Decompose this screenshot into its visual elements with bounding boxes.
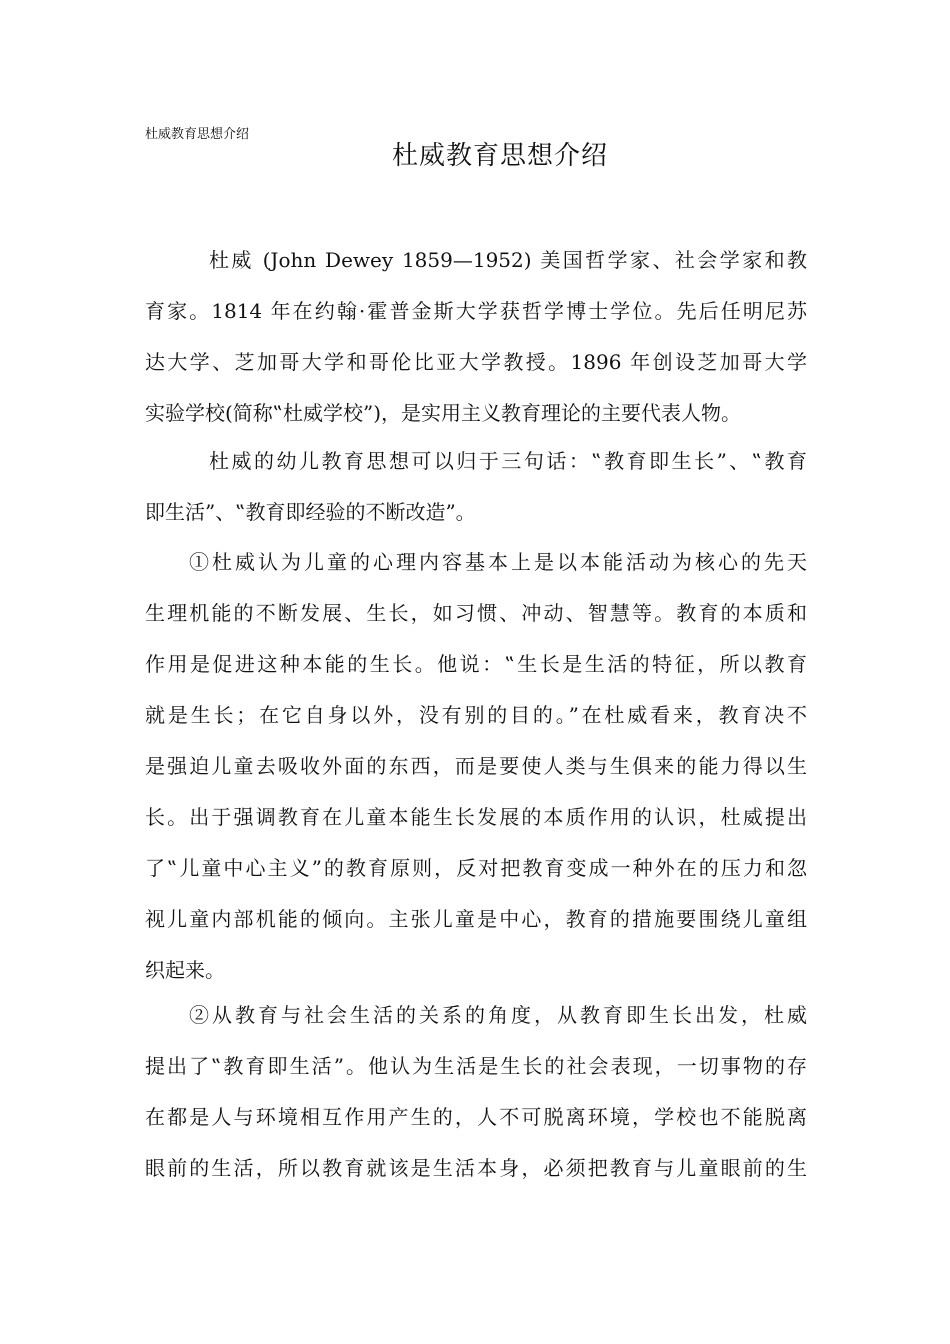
paragraph-line: 杜威的幼儿教育思想可以归于三句话：‟教育即生长”、‟教育 — [209, 449, 807, 473]
paragraph-line: 即生活”、‟教育即经验的不断改造”。 — [145, 500, 476, 524]
paragraph-line: 就是生长；在它自身以外，没有别的目的。”在杜威看来，教育决不 — [145, 703, 807, 727]
page-title: 杜威教育思想介绍 — [391, 141, 608, 171]
paragraph-line: ②从教育与社会生活的关系的角度，从教育即生长出发，杜威 — [189, 1003, 807, 1027]
paragraph-intro — [145, 240, 807, 444]
paragraph-line: ①杜威认为儿童的心理内容基本上是以本能活动为核心的先天 — [189, 550, 807, 574]
paragraph-line: 眼前的生活，所以教育就该是生活本身，必须把教育与儿童眼前的生 — [145, 1156, 807, 1180]
paragraph-summary — [145, 441, 807, 543]
paragraph-line: 在都是人与环境相互作用产生的，人不可脱离环境，学校也不能脱离 — [145, 1105, 807, 1129]
paragraph-line: 是强迫儿童去吸收外面的东西，而是要使人类与生俱来的能力得以生 — [145, 754, 807, 778]
header-note: 杜威教育思想介绍 — [145, 127, 250, 142]
paragraph-growth — [145, 542, 807, 1001]
paragraph-line: 实验学校(简称‟杜威学校”)，是实用主义教育理论的主要代表人物。 — [145, 401, 742, 425]
paragraph-line: 了‟儿童中心主义”的教育原则，反对把教育变成一种外在的压力和忽 — [145, 856, 807, 880]
paragraph-line: 织起来。 — [145, 958, 225, 982]
paragraph-line: 作用是促进这种本能的生长。他说：‟生长是生活的特征，所以教育 — [145, 652, 807, 676]
paragraph-line: 生理机能的不断发展、生长，如习惯、冲动、智慧等。教育的本质和 — [145, 601, 807, 625]
paragraph-line: 达大学、芝加哥大学和哥伦比亚大学教授。1896 年创设芝加哥大学 — [145, 350, 807, 374]
paragraph-life — [145, 995, 807, 1199]
paragraph-line: 杜威 (John Dewey 1859—1952) 美国哲学家、社会学家和教 — [209, 248, 807, 272]
paragraph-line: 提出了‟教育即生活”。他认为生活是生长的社会表现，一切事物的存 — [145, 1054, 807, 1078]
paragraph-line: 长。出于强调教育在儿童本能生长发展的本质作用的认识，杜威提出 — [145, 805, 807, 829]
paragraph-line: 育家。1814 年在约翰·霍普金斯大学获哲学博士学位。先后任明尼苏 — [145, 299, 807, 323]
paragraph-line: 视儿童内部机能的倾向。主张儿童是中心，教育的措施要围绕儿童组 — [145, 907, 807, 931]
